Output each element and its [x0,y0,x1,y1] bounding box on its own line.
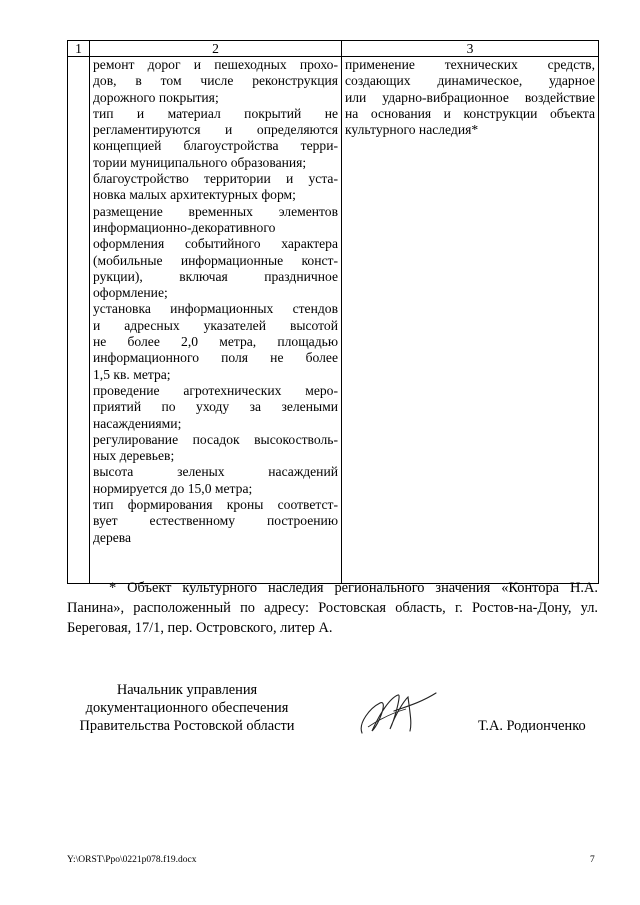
cell-col-2-works [90,57,342,584]
table-row [68,57,599,584]
cell-line: установка информационных стендов [93,301,338,317]
cell-line: дерева [93,529,132,545]
cell-line: или ударно-вибрационное воздействие [345,89,595,105]
signer-name: Т.А. Родионченко [478,718,586,734]
cell-line: ных деревьев; [93,448,175,464]
cell-line: новка малых архитектурных форм; [93,187,296,203]
signatory-position [67,681,307,735]
cell-line: проведение агротехнических меро- [93,382,338,398]
cell-line: оформление; [93,285,168,301]
cell-line: ремонт дорог и пешеходных прохо- [93,57,338,72]
cell-line: благоустройство территории и уста- [93,171,338,187]
cell-line: высота зеленых насаждений [93,464,338,480]
cell-line: нормируется до 15,0 метра; [93,480,253,496]
cell-line: применение технических средств, [345,57,595,72]
cell-col-3-restrictions [342,57,599,584]
cell-line: тип формирования кроны соответст- [93,497,338,513]
cell-line: (мобильные информационные конст- [93,252,338,268]
cell-line: на основания и конструкции объекта [345,105,595,121]
position-line: Начальник управления [116,682,258,698]
cell-line: оформления событийного характера [93,236,338,252]
position-line: документационного обеспечения [85,700,289,716]
cell-line: культурного наследия* [345,122,479,138]
cell-line: информационно-декоративного [93,219,276,235]
cell-line: рукции), включая праздничное [93,268,338,284]
cell-line: и адресных указателей высотой [93,317,338,333]
position-line: Правительства Ростовской области [79,718,295,734]
cell-line: не более 2,0 метра, площадью [93,334,338,350]
cell-line: тории муниципального образования; [93,154,307,170]
cell-line: дов, в том числе реконструкция [93,73,338,89]
cell-line: 1,5 кв. метра; [93,366,171,382]
cell-line: дорожного покрытия; [93,89,219,105]
footnote: * Объект культурного наследия регионального значения «Контора Н.А. Панина», расположенный по адресу: Ростовская область, г. Ростов-на-Дону, ул. Береговая, 17/1, пер. Островского, литер А. [67,580,598,636]
cell-line: тип и материал покрытий не [93,105,338,121]
handwritten-signature [350,683,440,743]
cell-col-1 [68,57,90,584]
cell-line: регламентируются и определяются [93,122,338,138]
requirements-table [67,40,599,584]
table-header-row [68,41,599,57]
header-col-1: 1 [68,41,90,57]
page-number: 7 [590,855,595,865]
cell-line: информационного поля не более [93,350,338,366]
file-path: Y:\ORST\Ppo\0221p078.f19.docx [67,855,197,865]
cell-line: концепцией благоустройства терри- [93,138,338,154]
cell-line: размещение временных элементов [93,203,338,219]
cell-line: регулирование посадок высокостволь- [93,431,338,447]
cell-line: создающих динамическое, ударное [345,73,595,89]
cell-line: вует естественному построению [93,513,338,529]
cell-line: приятий по уходу за зелеными [93,399,338,415]
cell-line: насаждениями; [93,415,182,431]
header-col-3: 3 [342,41,599,57]
header-col-2: 2 [90,41,342,57]
